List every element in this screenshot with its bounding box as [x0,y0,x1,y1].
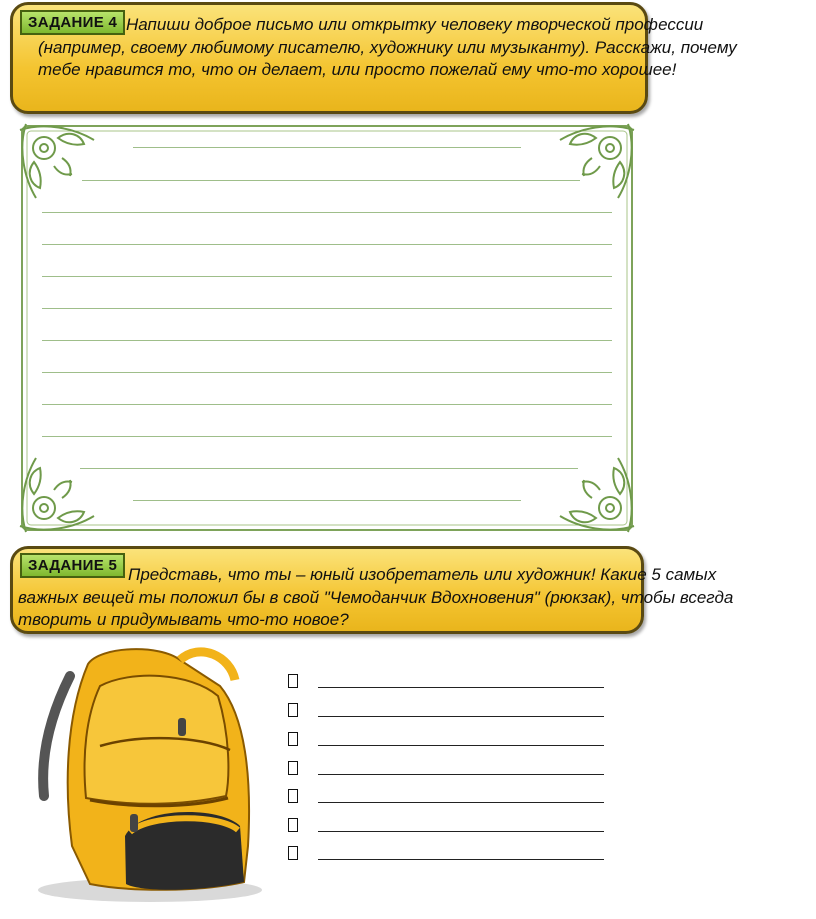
writing-line[interactable] [42,308,612,309]
writing-line[interactable] [42,212,612,213]
checklist-item[interactable] [288,844,608,868]
backpack-icon [30,646,266,904]
checklist-item[interactable] [288,701,608,725]
task5-tag: ЗАДАНИЕ 5 [20,553,125,578]
ornament-corner-icon [20,124,94,198]
writing-line[interactable] [42,404,612,405]
writing-line[interactable] [133,147,521,148]
task4-tag: ЗАДАНИЕ 4 [20,10,125,35]
checkbox-icon[interactable] [288,732,298,746]
checkbox-icon[interactable] [288,674,298,688]
answer-line[interactable] [318,687,604,688]
task5-text: Представь, что ты – юный изобретатель или художник! Какие 5 самых важных вещей ты положил бы в свой "Чемоданчик Вдохновения" (рюкзак), чтобы всегда творить и придумывать что-то новое? [18,565,734,629]
checkbox-icon[interactable] [288,703,298,717]
task4-text: Напиши доброе письмо или открытку человеку творческой профессии (например, своему любимому писателю, художнику или музыканту). Расскажи, почему тебе нравится то, что он делает, или просто пожелай ему что-то хорошее! [38,15,737,79]
writing-line[interactable] [42,276,612,277]
checkbox-icon[interactable] [288,818,298,832]
writing-line[interactable] [80,468,578,469]
writing-line[interactable] [133,500,521,501]
writing-line[interactable] [82,180,580,181]
writing-line[interactable] [42,340,612,341]
checkbox-icon[interactable] [288,761,298,775]
answer-line[interactable] [318,859,604,860]
checklist-item[interactable] [288,672,608,696]
answer-line[interactable] [318,774,604,775]
letter-frame [14,118,640,538]
checkbox-icon[interactable] [288,846,298,860]
writing-line[interactable] [42,436,612,437]
ornament-corner-icon [560,124,634,198]
writing-line[interactable] [42,372,612,373]
answer-line[interactable] [318,831,604,832]
ornament-corner-icon [560,458,634,532]
writing-line[interactable] [42,244,612,245]
ornament-corner-icon [20,458,94,532]
checklist-item[interactable] [288,816,608,840]
checklist-item[interactable] [288,787,608,811]
checkbox-icon[interactable] [288,789,298,803]
answer-line[interactable] [318,745,604,746]
checklist-item[interactable] [288,759,608,783]
frame-border [14,118,640,538]
answer-line[interactable] [318,802,604,803]
checklist-item[interactable] [288,730,608,754]
answer-line[interactable] [318,716,604,717]
